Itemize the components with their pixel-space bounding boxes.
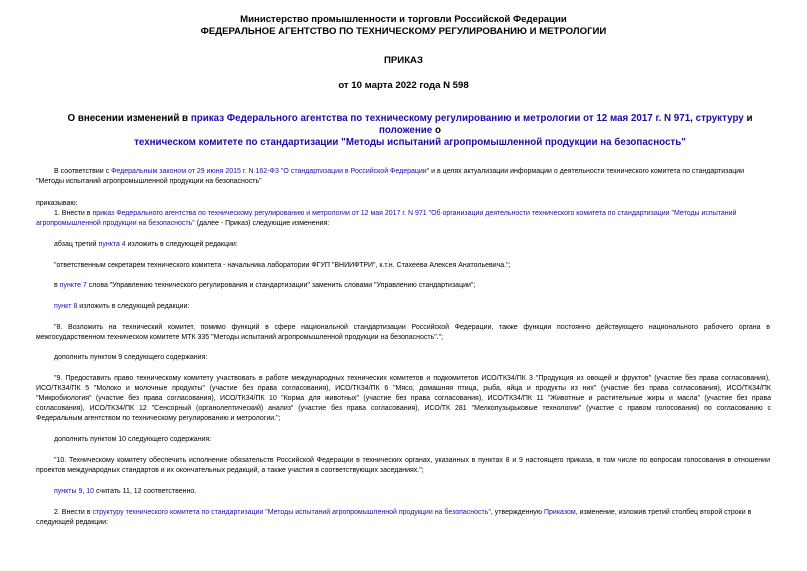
text: , утвержденную (490, 509, 544, 516)
paragraph-point-10-line1: "10. Техническому комитету обеспечить исполнение обязательств Российской Федерации в технических органах, указанных в пунктах 8 и 9 настоящего приказа, в том числе по вопросам голосования в отношении (54, 457, 770, 464)
link-order[interactable]: Приказом (543, 509, 576, 516)
text: слова "Управлению технического регулирования и стандартизации" заменить словами "Управлению стандартизации"; (86, 282, 476, 289)
paragraph-item-2-line2: следующей редакции: (36, 519, 109, 526)
paragraph-point-8-line1: "8. Возложить на технический комитет, помимо функций в сфере национальной стандартизации Российской Федерации, также функции постоянно действующего национального рабочего органа в (54, 324, 770, 331)
paragraph-point-9-line5: Федеральным агентством по техническому регулированию и метрологии."; (36, 415, 281, 422)
title-link-regulation[interactable]: положение (379, 125, 433, 136)
title-link-regulation-line2[interactable]: техническом комитете по стандартизации "Методы испытаний агропромышленной продукции на безопасность" (134, 137, 686, 148)
paragraph-point-9-line3: "Микробиология" (участие без права согласования), ИСО/ТК34/ПК 10 "Корма для животных" (участие без права согласования), ИСО/ТК34/ПК 11 "Животные и растительные жиры и масла" (участие без права (36, 395, 771, 402)
paragraph-point-7 (54, 281, 789, 291)
paragraph-secretary: "ответственным секретарем технического комитета - начальника лаборатории ФГУП "ВНИИФТРИ", к.т.н. Стахеева Алексея Анатольевича."; (54, 262, 511, 269)
paragraph-renumber (54, 487, 789, 497)
paragraph-item-2 (54, 508, 770, 518)
text: изложить в следующей редакции: (125, 241, 238, 248)
text: считать 11, 12 соответственно. (94, 488, 197, 495)
paragraph-point-9-line1: "9. Предоставить право техническому комитету участвовать в работе международных технических комитетов и подкомитетов ИСО/ТК34/ПК 3 "Продукция из овощей и фруктов" (участие без права согласования), (54, 375, 770, 382)
document-date-number: от 10 марта 2022 года N 598 (338, 80, 469, 91)
text: 1. Внести в (54, 210, 93, 217)
title-text: о (432, 125, 441, 136)
paragraph-item-1 (54, 209, 770, 219)
paragraph-preamble-line2: "Методы испытаний агропромышленной продукции на безопасность" (36, 178, 262, 185)
link-order-971[interactable]: приказ Федерального агентства по техническому регулированию и метрологии от 12 мая 2017 г. N 971 "Об организации деятельности технического комитета по стандартизации "Методы испытаний (92, 210, 737, 217)
paragraph-para3 (54, 240, 789, 250)
paragraph-order-word: приказываю: (36, 200, 78, 207)
paragraph-preamble (54, 167, 770, 177)
text: В соответствии с (54, 168, 112, 175)
link-order-971-cont[interactable]: агропромышленной продукции на безопасность" (36, 220, 195, 227)
link-points-10[interactable]: 10 (86, 488, 95, 495)
title-text: и (743, 113, 753, 124)
agency-heading: ФЕДЕРАЛЬНОЕ АГЕНТСТВО ПО ТЕХНИЧЕСКОМУ РЕГУЛИРОВАНИЮ И МЕТРОЛОГИИ (200, 26, 607, 37)
document-type: ПРИКАЗ (384, 55, 423, 66)
text: в (54, 282, 60, 289)
text: (далее - Приказ) следующие изменения: (194, 220, 330, 227)
text: изложить в следующей редакции: (77, 303, 190, 310)
paragraph-item-1-line2 (36, 219, 771, 229)
title-link-structure[interactable]: структуру (695, 113, 744, 124)
ministry-heading: Министерство промышленности и торговли Российской Федерации (240, 14, 567, 25)
paragraph-point-9-line4: согласования), ИСО/ТК34/ПК 12 "Сенсорный (органолептический) анализ" (участие без права согласования), ИСО/ТК 281 "Мелкопузырьковые технологии" (участие с правом голосования) по согласованию с (36, 405, 771, 412)
title-link-order-971[interactable]: приказ Федерального агентства по техническому регулированию и метрологии от 12 мая 2017 г. N 971 (190, 113, 691, 124)
link-points-9[interactable]: пункты 9 (54, 488, 83, 495)
text: абзац третий (54, 241, 99, 248)
text: 2. Внести в (54, 509, 93, 516)
text: и в целях актуализации информации о деятельности технического комитета по стандартизации (429, 168, 745, 175)
link-point-7[interactable]: пункте 7 (59, 282, 87, 289)
paragraph-point-10-line2: проектов международных стандартов и их окончательных редакций, а также участия в соответствующих заседаниях."; (36, 467, 424, 474)
link-committee-structure[interactable]: структуру технического комитета по стандартизации "Методы испытаний агропромышленной продукции на безопасность" (92, 509, 491, 516)
link-point-8[interactable]: пункт 8 (54, 303, 78, 310)
title-text: О внесении изменений в (67, 113, 191, 124)
text: , изменение, изложив третий столбец второй строки в (575, 509, 752, 516)
title-text: , (690, 113, 696, 124)
text: , (82, 488, 87, 495)
paragraph-point-8-line2: межгосударственном техническом комитете МТК 335 "Методы испытаний агропромышленной продукции на безопасность"."; (36, 334, 444, 341)
paragraph-point-9-line2: ИСО/ТК34/ПК 5 "Молоко и молочные продукты" (участие без права согласования), ИСО/ТК34/ПК 6 "Мясо, домашняя птица, рыба, яйца и продукты из них" (участие без права согласования), ИСО/ТК34/ПК (36, 385, 771, 392)
paragraph-add-point-9: дополнить пунктом 9 следующего содержания: (54, 354, 208, 361)
paragraph-add-point-10: дополнить пунктом 10 следующего содержания: (54, 436, 212, 443)
link-federal-law-162[interactable]: Федеральным законом от 29 июня 2015 г. N 162-ФЗ "О стандартизации в Российской Федерации" (111, 168, 430, 175)
link-point-4[interactable]: пункта 4 (98, 241, 126, 248)
paragraph-point-8-intro (54, 302, 789, 312)
document-title (40, 113, 780, 149)
